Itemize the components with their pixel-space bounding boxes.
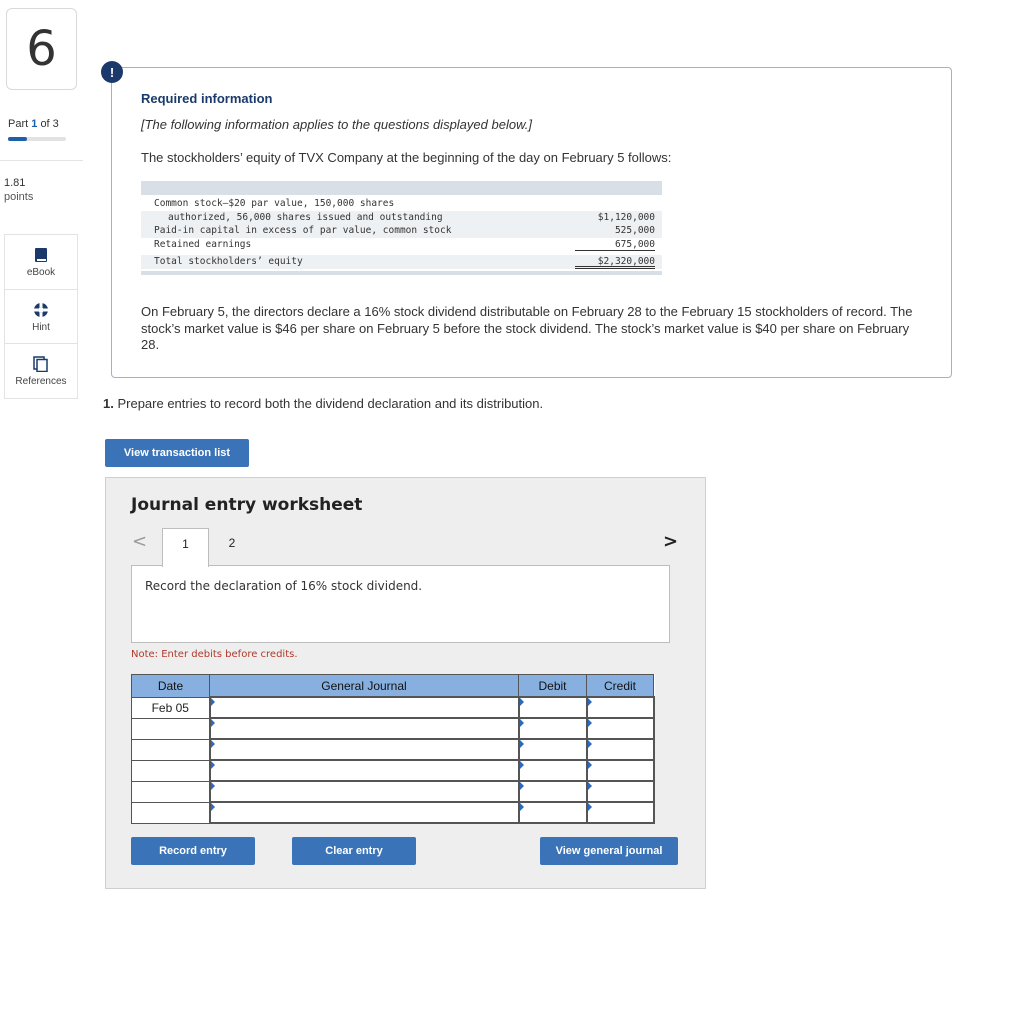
credit-input[interactable] — [587, 760, 654, 781]
credit-input[interactable] — [587, 697, 654, 718]
table-row — [132, 718, 654, 739]
hint-button[interactable] — [4, 289, 78, 345]
question-body: Prepare entries to record both the dividend declaration and its distribution. — [117, 396, 544, 411]
column-header-general-journal: General Journal — [210, 675, 519, 698]
view-transaction-list-button[interactable]: View transaction list — [105, 439, 249, 467]
account-input[interactable] — [210, 781, 519, 802]
equity-row — [141, 197, 662, 211]
lifebuoy-icon — [33, 302, 49, 318]
instruction-box — [131, 565, 670, 643]
credit-input[interactable] — [587, 781, 654, 802]
account-input[interactable] — [210, 760, 519, 781]
date-cell: Feb 05 — [132, 697, 210, 718]
required-info-note: [The following information applies to the questions displayed below.] — [141, 117, 532, 132]
equity-table-footer — [141, 271, 662, 275]
equity-total-row — [141, 255, 662, 269]
equity-row — [141, 224, 662, 238]
required-info-paragraph: On February 5, the directors declare a 16% stock dividend distributable on February 28 to the February 15 stockholders of record. The stock’s market value is $46 per share on February 5 before the stock dividend. The stock’s market value is $40 per share on February 28. — [141, 304, 913, 352]
hint-label: Hint — [32, 321, 50, 333]
references-button[interactable] — [4, 343, 78, 399]
points-value: 1.81 — [4, 177, 26, 189]
table-row — [132, 739, 654, 760]
divider — [0, 160, 83, 161]
debit-input[interactable] — [519, 802, 587, 823]
date-cell — [132, 802, 210, 823]
part-label: Part — [8, 118, 29, 130]
worksheet-tab-2[interactable]: 2 — [228, 536, 236, 550]
date-cell — [132, 760, 210, 781]
equity-label: authorized, 56,000 shares issued and outstanding — [168, 211, 443, 223]
equity-label: Retained earnings — [154, 238, 252, 250]
required-info-intro: The stockholders’ equity of TVX Company at the beginning of the day on February 5 follows: — [141, 150, 672, 165]
ebook-label: eBook — [26, 266, 56, 278]
book-icon — [34, 247, 48, 263]
date-cell — [132, 781, 210, 802]
equity-amount: $1,120,000 — [597, 211, 655, 223]
debit-input[interactable] — [519, 718, 587, 739]
previous-arrow-icon[interactable]: < — [132, 531, 148, 552]
required-info-title: Required information — [141, 91, 273, 106]
entry-note: Note: Enter debits before credits. — [131, 649, 298, 660]
column-header-debit: Debit — [519, 675, 587, 698]
debit-input[interactable] — [519, 760, 587, 781]
account-input[interactable] — [210, 802, 519, 823]
equity-row — [141, 211, 662, 225]
debit-input[interactable] — [519, 697, 587, 718]
equity-total-amount: $2,320,000 — [575, 255, 655, 269]
date-cell — [132, 718, 210, 739]
column-header-date: Date — [132, 675, 210, 698]
account-input[interactable] — [210, 739, 519, 760]
table-row — [132, 697, 654, 718]
instruction-text: Record the declaration of 16% stock dividend. — [145, 579, 423, 593]
worksheet-title: Journal entry worksheet — [131, 495, 363, 515]
part-progress-bar — [8, 137, 66, 141]
equity-label: Paid-in capital in excess of par value, common stock — [154, 225, 452, 236]
credit-input[interactable] — [587, 739, 654, 760]
date-cell — [132, 739, 210, 760]
question-text — [103, 396, 543, 411]
clear-entry-button[interactable]: Clear entry — [292, 837, 416, 865]
worksheet-tab-1[interactable]: 1 — [162, 528, 209, 567]
part-indicator — [8, 118, 59, 130]
record-entry-button[interactable]: Record entry — [131, 837, 255, 865]
stockholders-equity-table — [141, 181, 662, 275]
question-number: 6 — [6, 8, 77, 90]
account-input[interactable] — [210, 718, 519, 739]
journal-entry-table — [131, 674, 655, 824]
equity-table-header — [141, 181, 662, 195]
ebook-button[interactable] — [4, 234, 78, 290]
table-row — [132, 760, 654, 781]
alert-icon: ! — [101, 61, 123, 83]
table-row — [132, 781, 654, 802]
credit-input[interactable] — [587, 802, 654, 823]
part-progress-fill — [8, 137, 27, 141]
next-arrow-icon[interactable]: > — [663, 531, 679, 552]
question-number-label: 1. — [103, 396, 114, 411]
view-general-journal-button[interactable]: View general journal — [540, 837, 678, 865]
debit-input[interactable] — [519, 739, 587, 760]
credit-input[interactable] — [587, 718, 654, 739]
part-current: 1 — [31, 118, 38, 130]
debit-input[interactable] — [519, 781, 587, 802]
points-label: points — [4, 191, 34, 203]
references-label: References — [15, 375, 67, 387]
equity-label: Common stock—$20 par value, 150,000 shares — [154, 198, 395, 209]
column-header-credit: Credit — [587, 675, 654, 698]
part-of: of 3 — [40, 118, 59, 130]
equity-amount: 525,000 — [614, 225, 655, 236]
equity-total-label: Total stockholders’ equity — [154, 256, 303, 267]
table-row — [132, 802, 654, 823]
equity-row — [141, 238, 662, 252]
equity-amount: 675,000 — [575, 238, 655, 252]
documents-icon — [33, 356, 49, 372]
account-input[interactable] — [210, 697, 519, 718]
